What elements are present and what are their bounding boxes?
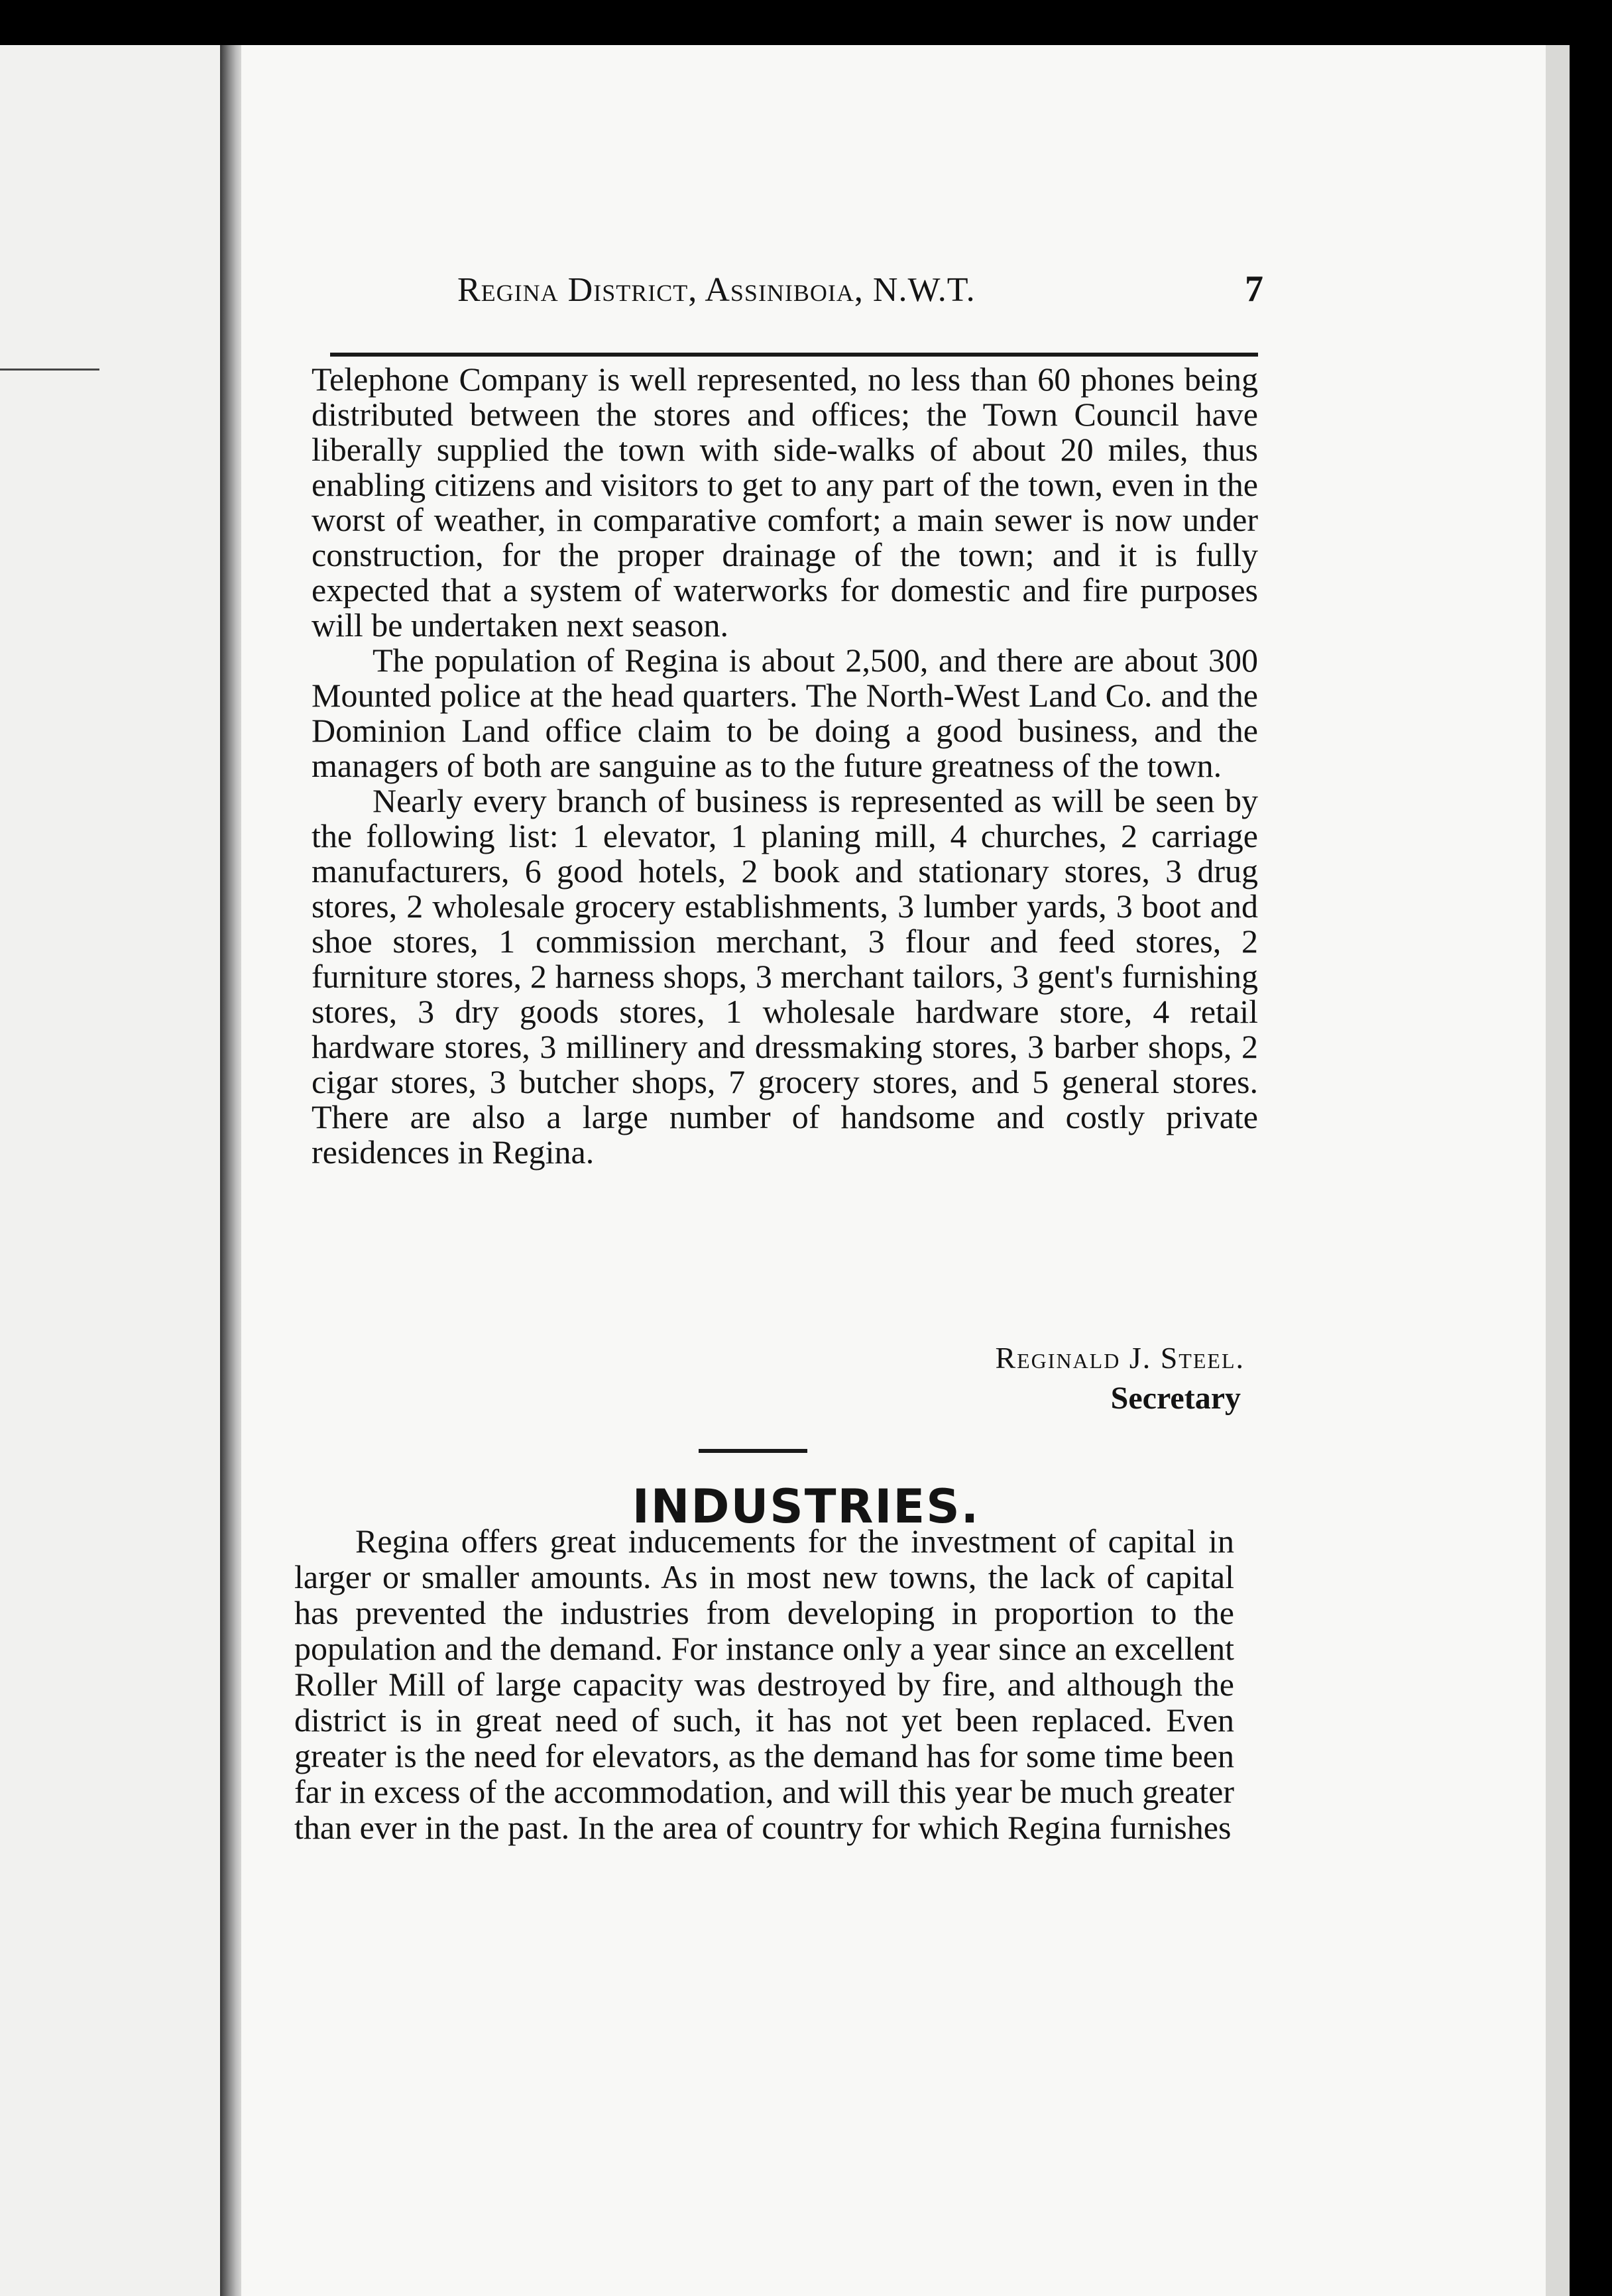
body-text <box>312 362 1258 1170</box>
running-header-title: Regina District, Assiniboia, <box>457 271 864 309</box>
paragraph-industries: Regina offers great inducements for the investment of capital in larger or smaller amounts. As in most new towns, the lack of capital has prevented the industries from developing in proportion to the population and the demand. For instance only a year since an excellent Roller Mill of large capacity was destroyed by fire, and although the district is in great need of such, it has not yet been replaced. Even greater is the need for elevators, as the demand has for some time been far in excess of the accommodation, and will this year be much greater than ever in the past. In the area of country for which Regina furnishes <box>294 1522 1234 1846</box>
paragraph-business-list: Nearly every branch of business is represented as will be seen by the following list: 1 elevator, 1 planing mill, 4 churches, 2 carriage manufacturers, 6 good hotels, 2 book and stationary stores, 3 drug stores, 2 wholesale grocery establishments, 3 lumber yards, 3 boot and shoe stores, 1 commission merchant, 3 flour and feed stores, 2 furniture stores, 2 harness shops, 3 merchant tailors, 3 gent's furnishing stores, 3 dry goods stores, 1 wholesale hardware store, 4 retail hardware stores, 3 millinery and dressmaking stores, 3 barber shops, 2 cigar stores, 3 butcher shops, 7 grocery stores, and 5 general stores. There are also a large number of handsome and costly private residences in Regina. <box>312 782 1258 1171</box>
section-divider <box>699 1449 807 1453</box>
page-edge <box>1546 45 1570 2296</box>
paragraph-population: The population of Regina is about 2,500, and there are about 300 Mounted police at the head quarters. The North-West Land Co. and the Dominion Land office claim to be doing a good business, and the managers of both are sanguine as to the future greatness of the town. <box>312 642 1258 784</box>
running-header <box>457 270 976 310</box>
industries-text <box>294 1523 1234 1845</box>
running-header-region: N.W.T. <box>872 271 976 309</box>
signature-role: Secretary <box>1110 1381 1241 1416</box>
left-page-rule <box>0 369 99 371</box>
page-number: 7 <box>1245 268 1263 310</box>
header-rule <box>330 353 1258 357</box>
signature-name: Reginald J. Steel. <box>995 1341 1245 1375</box>
paragraph-telephone: Telephone Company is well represented, no less than 60 phones being distributed between the stores and offices; the Town Council have liberally supplied the town with side-walks of about 20 miles, thus enabling citizens and visitors to get to any part of the town, even in the worst of weather, in comparative comfort; a main sewer is now under construction, for the proper drainage of the town; and it is fully expected that a system of waterworks for domestic and fire purposes will be undertaken next season. <box>312 361 1258 644</box>
book-spine-shadow <box>220 45 241 2296</box>
left-facing-page <box>0 45 220 2296</box>
section-title-industries: INDUSTRIES. <box>632 1479 980 1534</box>
